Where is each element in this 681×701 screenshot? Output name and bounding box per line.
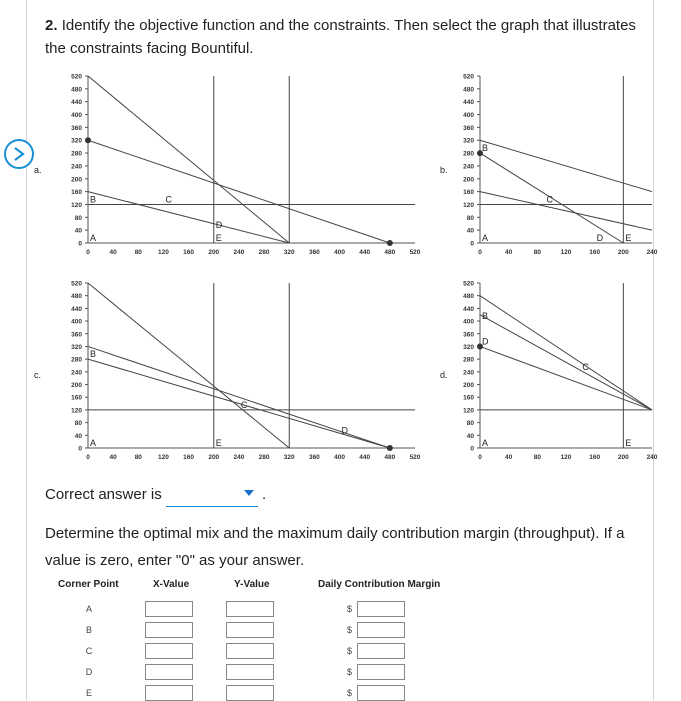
- graph-d-x-tick-label: 120: [560, 454, 572, 461]
- graph-c-x-tick-label: 440: [359, 454, 371, 461]
- graph-d-y-tick-label: 360: [463, 331, 474, 339]
- graph-a-y-tick-label: 120: [71, 201, 82, 209]
- graph-c-y-tick-label: 160: [71, 394, 82, 402]
- graph-c-point-d: D: [341, 425, 349, 436]
- graph-b-y-tick-label: 80: [466, 214, 474, 222]
- graph-c-x-tick-label: 280: [258, 454, 270, 461]
- graph-c-x-tick-label: 480: [384, 454, 396, 461]
- graph-d-sloped-constraint: [480, 346, 652, 409]
- graph-c-x-tick-label: 320: [283, 454, 295, 461]
- graph-b-point-e: E: [625, 233, 632, 243]
- graph-b-y-tick-label: 400: [463, 112, 474, 120]
- graph-a-y-tick-label: 320: [71, 137, 82, 145]
- x-value-input-a[interactable]: [145, 601, 193, 617]
- graph-c-x-tick-label: 400: [334, 454, 345, 461]
- graph-c-option-label: c.: [34, 370, 42, 380]
- dropdown-arrow-icon: [244, 490, 254, 496]
- contribution-margin-input-e[interactable]: [357, 685, 405, 701]
- graph-b-point-c: C: [546, 194, 553, 205]
- graph-a-sloped-constraint: [88, 76, 289, 243]
- graph-b-sloped-constraint: [480, 140, 652, 191]
- graph-b-point-d: D: [596, 233, 604, 243]
- graph-c-y-tick-label: 480: [71, 293, 82, 301]
- graph-c-y-tick-label: 520: [71, 280, 82, 288]
- graph-b-point-a: A: [482, 233, 489, 243]
- graph-d-y-tick-label: 240: [463, 369, 474, 377]
- graph-b-x-tick-label: 200: [617, 249, 629, 256]
- graph-a-point-d: D: [215, 220, 223, 231]
- graph-a-y-tick-label: 360: [71, 124, 82, 132]
- graph-c-x-tick-label: 0: [86, 454, 90, 461]
- corner-point-label-b: B: [85, 625, 92, 635]
- graph-a-y-tick-label: 280: [71, 150, 82, 158]
- graph-a-x-tick-label: 480: [384, 249, 396, 256]
- graph-d-x-tick-label: 80: [533, 454, 541, 461]
- graph-a-y-tick-label: 240: [71, 163, 82, 171]
- currency-symbol: $: [347, 625, 353, 635]
- graph-a-x-tick-label: 400: [334, 249, 345, 256]
- graph-a-x-tick-label: 360: [308, 249, 320, 256]
- graph-b-sloped-constraint: [480, 192, 652, 231]
- graph-a-option-label: a.: [34, 165, 42, 175]
- graph-a-y-tick-label: 0: [78, 240, 82, 248]
- graph-a-y-tick-label: 520: [71, 73, 82, 81]
- graph-d-y-tick-label: 280: [463, 356, 474, 364]
- graph-c-y-tick-label: 40: [74, 432, 82, 440]
- contribution-margin-input-a[interactable]: [357, 601, 405, 617]
- graph-c-point-a: A: [90, 438, 97, 448]
- graph-b-y-tick-label: 360: [463, 124, 474, 132]
- graph-a-x-tick-label: 240: [233, 249, 245, 256]
- graph-c-endpoint-marker: [387, 445, 393, 451]
- graph-c-y-tick-label: 360: [71, 331, 82, 339]
- graph-c-y-tick-label: 440: [71, 305, 82, 313]
- graph-c-y-tick-label: 200: [71, 382, 82, 390]
- y-value-input-d[interactable]: [226, 664, 274, 680]
- graph-a-sloped-constraint: [88, 140, 390, 243]
- graph-b-y-tick-label: 240: [463, 163, 474, 171]
- determine-text: Determine the optimal mix and the maximum daily contribution margin (throughput). If a value is zero, enter "0" as your answer.: [45, 525, 625, 569]
- currency-symbol: $: [347, 604, 353, 614]
- graph-c-point-b: B: [90, 349, 97, 360]
- graph-d-x-tick-label: 160: [589, 454, 601, 461]
- graph-b-y-tick-label: 0: [470, 240, 474, 248]
- graph-a-point-b: B: [90, 194, 97, 205]
- graph-d-y-tick-label: 520: [463, 280, 474, 288]
- graph-d-point-c: C: [582, 361, 589, 372]
- header-corner-point: Corner Point: [58, 579, 119, 590]
- graph-b-point-b: B: [482, 143, 489, 154]
- graph-b-y-tick-label: 160: [463, 189, 474, 197]
- currency-symbol: $: [347, 688, 353, 698]
- correct-answer-label: Correct answer is: [45, 486, 162, 503]
- graph-a-y-tick-label: 400: [71, 112, 82, 120]
- x-value-input-e[interactable]: [145, 685, 193, 701]
- graph-b-y-tick-label: 480: [463, 86, 474, 94]
- graph-a-y-tick-label: 440: [71, 99, 82, 107]
- x-value-input-c[interactable]: [145, 643, 193, 659]
- graph-a-x-tick-label: 440: [359, 249, 371, 256]
- graph-d-point-e: E: [625, 438, 632, 448]
- graph-b-x-tick-label: 0: [478, 249, 482, 256]
- graph-a-point-a: A: [90, 233, 97, 243]
- graph-d-x-tick-label: 0: [478, 454, 482, 461]
- x-value-input-d[interactable]: [145, 664, 193, 680]
- graph-d-sloped-constraint: [480, 296, 652, 410]
- graph-a-y-tick-label: 480: [71, 86, 82, 94]
- graph-d-y-tick-label: 40: [466, 432, 474, 440]
- graph-d-y-tick-label: 440: [463, 305, 474, 313]
- graph-b-y-tick-label: 320: [463, 137, 474, 145]
- graph-d-x-tick-label: 40: [505, 454, 513, 461]
- graph-c-y-tick-label: 80: [74, 420, 82, 428]
- contribution-margin-input-b[interactable]: [357, 622, 405, 638]
- graph-d-y-tick-label: 400: [463, 318, 474, 326]
- graph-c-y-tick-label: 240: [71, 369, 82, 377]
- graph-b-y-tick-label: 120: [463, 201, 474, 209]
- graph-c-y-tick-label: 0: [78, 445, 82, 453]
- graph-c-x-tick-label: 40: [109, 454, 117, 461]
- contribution-margin-input-c[interactable]: [357, 643, 405, 659]
- graph-b-x-tick-label: 240: [646, 249, 658, 256]
- graph-d-point-d: D: [482, 336, 489, 347]
- header-x-value: X-Value: [153, 579, 190, 590]
- y-value-input-e[interactable]: [226, 685, 274, 701]
- question-body: Identify the objective function and the constraints. Then select the graph that illustrates the constraints facing Bountiful.: [45, 17, 636, 57]
- graph-d-y-tick-label: 200: [463, 382, 474, 390]
- graph-a-endpoint-marker: [85, 137, 91, 143]
- graph-c-x-tick-label: 360: [308, 454, 320, 461]
- corner-point-label-e: E: [85, 688, 92, 698]
- graph-a-endpoint-marker: [387, 240, 393, 246]
- corner-point-label-d: D: [85, 667, 93, 677]
- graph-c-x-tick-label: 200: [208, 454, 220, 461]
- header-y-value: Y-Value: [234, 579, 270, 590]
- graph-a-x-tick-label: 320: [283, 249, 295, 256]
- corner-point-label-c: C: [85, 646, 93, 656]
- graph-d-y-tick-label: 320: [463, 343, 474, 351]
- graph-d-point-a: A: [482, 438, 489, 448]
- graph-c-x-tick-label: 80: [134, 454, 142, 461]
- question-number: 2.: [45, 17, 58, 34]
- graph-a-point-e: E: [215, 233, 222, 243]
- graph-b-x-tick-label: 80: [533, 249, 541, 256]
- graph-c-x-tick-label: 120: [158, 454, 169, 461]
- answer-dropdown[interactable]: [166, 486, 258, 507]
- graph-b-y-tick-label: 520: [463, 73, 474, 81]
- graph-c-sloped-constraint: [88, 283, 289, 448]
- graph-a-x-tick-label: 80: [134, 249, 142, 256]
- graph-b-x-tick-label: 160: [589, 249, 601, 256]
- graph-a-point-c: C: [165, 194, 172, 205]
- graph-d-x-tick-label: 200: [617, 454, 629, 461]
- graph-c-point-c: C: [240, 399, 248, 410]
- graph-a-y-tick-label: 40: [74, 227, 82, 235]
- graph-c-x-tick-label: 240: [233, 454, 245, 461]
- y-value-input-b[interactable]: [226, 622, 274, 638]
- graph-b-y-tick-label: 40: [466, 227, 474, 235]
- graph-d-y-tick-label: 0: [470, 445, 474, 453]
- currency-symbol: $: [347, 667, 353, 677]
- graph-b-y-tick-label: 440: [463, 99, 474, 107]
- graph-d-option-label: d.: [440, 370, 448, 380]
- graph-d-y-tick-label: 160: [463, 394, 474, 402]
- graph-d-point-b: B: [482, 311, 489, 322]
- graph-c-x-tick-label: 520: [409, 454, 421, 461]
- graph-a-x-tick-label: 160: [183, 249, 195, 256]
- graph-c-y-tick-label: 320: [71, 343, 82, 351]
- graph-a-y-tick-label: 80: [74, 214, 82, 222]
- graph-d-sloped-constraint: [480, 315, 652, 410]
- graph-c-y-tick-label: 400: [71, 318, 82, 326]
- graph-a-x-tick-label: 0: [86, 249, 90, 256]
- graph-b-x-tick-label: 40: [505, 249, 513, 256]
- graph-d-y-tick-label: 480: [463, 293, 474, 301]
- graph-a-x-tick-label: 200: [208, 249, 220, 256]
- graph-b-y-tick-label: 200: [463, 176, 474, 184]
- graph-a-x-tick-label: 40: [109, 249, 117, 256]
- graph-a-y-tick-label: 200: [71, 176, 82, 184]
- graph-d-y-tick-label: 120: [463, 407, 474, 415]
- graph-c-x-tick-label: 160: [183, 454, 195, 461]
- graph-b-x-tick-label: 120: [560, 249, 572, 256]
- answer-period: .: [262, 486, 267, 503]
- graph-a-x-tick-label: 120: [158, 249, 169, 256]
- x-value-input-b[interactable]: [145, 622, 193, 638]
- y-value-input-c[interactable]: [226, 643, 274, 659]
- contribution-margin-input-d[interactable]: [357, 664, 405, 680]
- graph-a-x-tick-label: 520: [409, 249, 421, 256]
- graph-a-x-tick-label: 280: [258, 249, 270, 256]
- graph-b-y-tick-label: 280: [463, 150, 474, 158]
- graph-c-y-tick-label: 120: [71, 407, 82, 415]
- currency-symbol: $: [347, 646, 353, 656]
- header-daily-cm: Daily Contribution Margin: [318, 579, 441, 590]
- graph-b-option-label: b.: [440, 165, 448, 175]
- corner-point-label-a: A: [85, 604, 92, 614]
- y-value-input-a[interactable]: [226, 601, 274, 617]
- graph-c-y-tick-label: 280: [71, 356, 82, 364]
- graph-d-y-tick-label: 80: [466, 420, 474, 428]
- graph-d-x-tick-label: 240: [646, 454, 658, 461]
- graph-c-point-e: E: [215, 438, 222, 448]
- graph-a-y-tick-label: 160: [71, 189, 82, 197]
